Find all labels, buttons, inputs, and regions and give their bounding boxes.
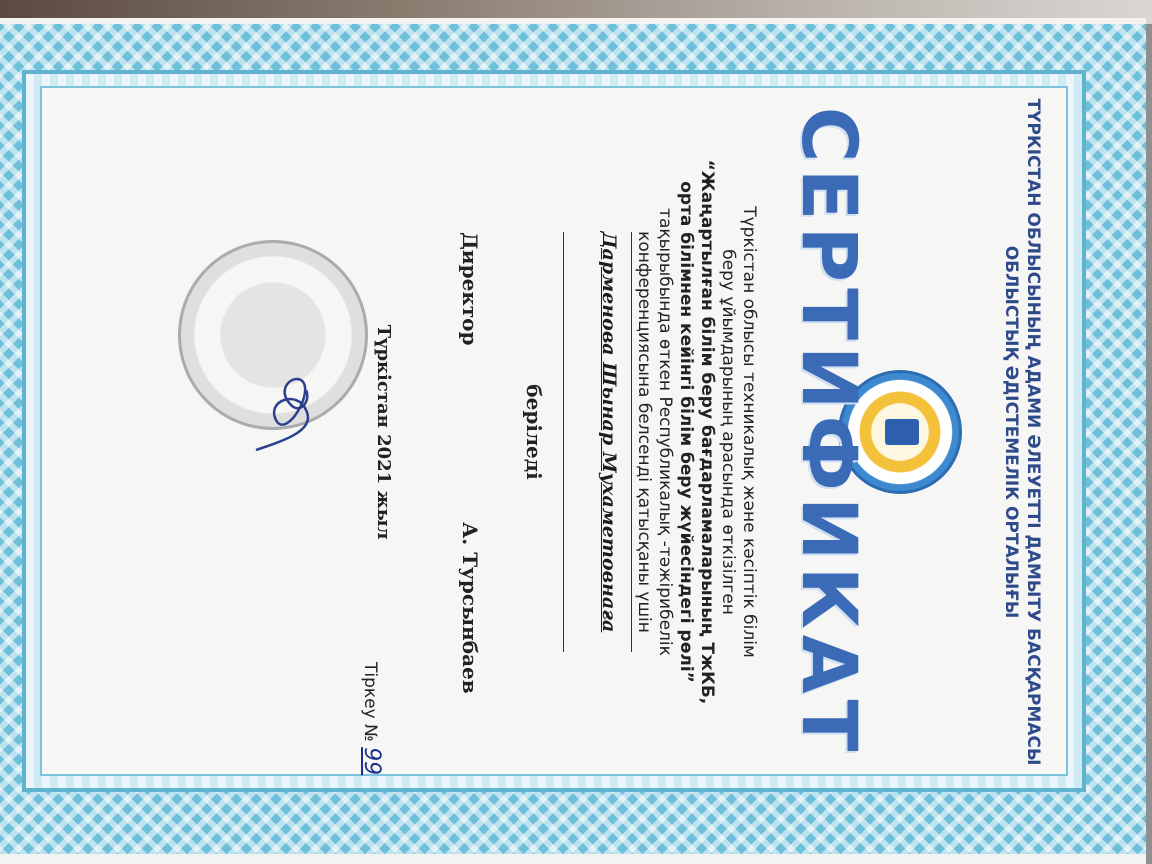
body-line-4: орта білімнен кейінгі білім беру жүйесіндегі рөлі”: [676, 181, 696, 683]
body-line-5: тақырыбында өткен Республикалық -тәжірибелік: [655, 208, 675, 656]
certificate-content: [54, 82, 1074, 782]
issuer-line-2: ОБЛЫСТЫҚ ӘДІСТЕМЕЛІК ОРТАЛЫҒЫ: [1001, 245, 1021, 619]
director-name: А. Турсынбаев: [458, 522, 482, 694]
body-line-3: “Жаңартылған білім беру бағдарламаларының ТжКБ,: [697, 159, 717, 705]
registration-number: 99: [359, 747, 384, 776]
recipient-line-bottom: [563, 232, 564, 652]
body-line-2: беру ұйымдарының арасында өткізілген: [718, 249, 738, 615]
body-line-6: конференциясына белсенді қатысқаны үшін: [634, 231, 654, 633]
issuer-header: [1000, 82, 1044, 782]
body-line-1: Түркістан облысы техникалық және кәсіптік білім: [739, 206, 759, 658]
recipient-name: Дарменова Шынар Мухаметовнаға: [598, 231, 620, 633]
city-year: Түркістан 2021 жыл: [373, 324, 394, 540]
certificate-title: СЕРТИФИКАТ: [785, 106, 874, 758]
registration-label: Тіркеу №: [360, 662, 380, 742]
given-text: беріледі: [522, 384, 546, 480]
director-label: Директор: [458, 232, 482, 346]
registration: [359, 662, 384, 775]
recipient-line-top: [631, 232, 632, 652]
issuer-line-1: ТҮРКІСТАН ОБЛЫСЫНЫҢ АДАМИ ӘЛЕУЕТТІ ДАМЫТУ БАСҚАРМАСЫ: [1023, 98, 1043, 766]
certificate-body: [633, 92, 759, 772]
